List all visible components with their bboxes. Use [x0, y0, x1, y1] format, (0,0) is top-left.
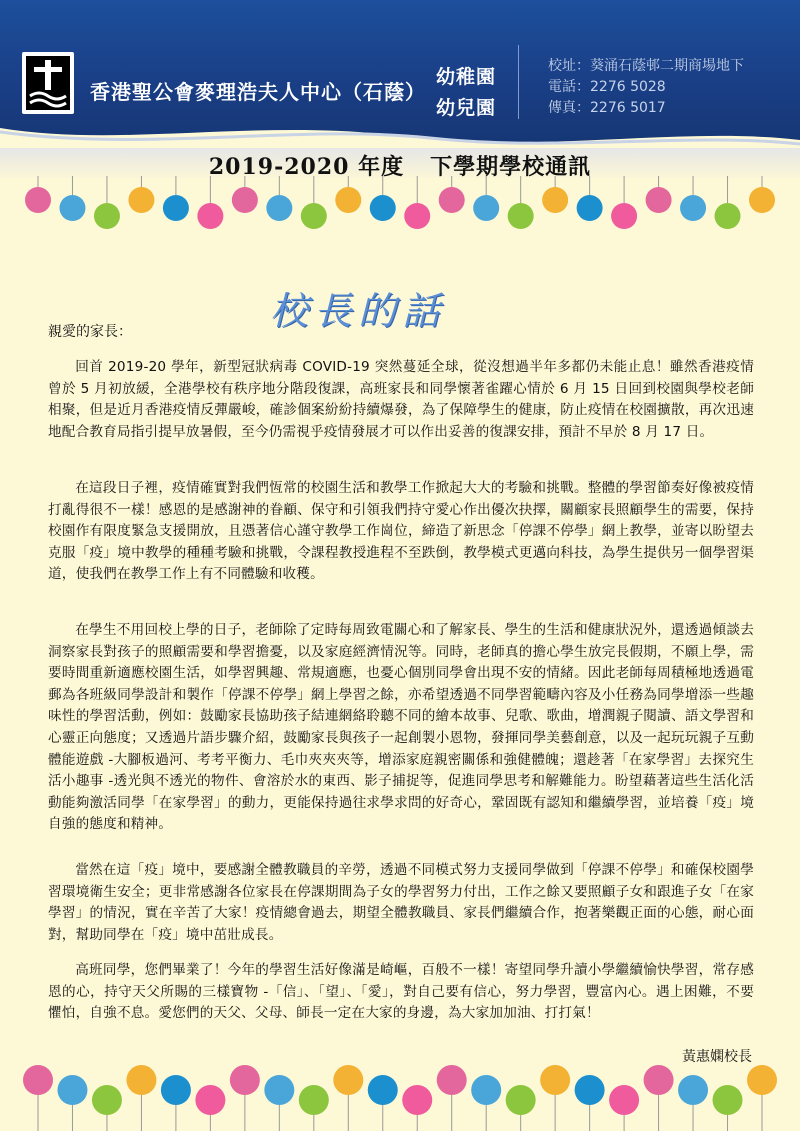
newsletter-title: 2019-2020 年度 下學期學校通訊: [208, 154, 592, 180]
balloon: [92, 1085, 122, 1115]
balloon: [508, 203, 534, 229]
balloon: [609, 1085, 639, 1115]
balloon: [299, 1085, 329, 1115]
balloon: [715, 203, 741, 229]
balloon: [266, 195, 292, 221]
letter-paragraph-5: 高班同學，您們畢業了！今年的學習生活好像滿是崎嶇，百般不一樣！寄望同學升讀小學繼續愉快學習，常存感恩的心，持守天父所賜的三樣寶物 -「信」、「望」、「愛」，對自己要有信心，努力學習，豐富內心。遇上困難，不要懼怕，自強不息。愛您們的天父、父母、師長一定在大家的身邊，為大家加加油、打打氣！: [48, 962, 754, 1022]
balloon: [264, 1075, 294, 1105]
balloon: [230, 1065, 260, 1095]
balloon: [611, 203, 637, 229]
balloon: [370, 195, 396, 221]
header-divider: [518, 45, 519, 119]
level-kindergarten: 幼稚園: [436, 66, 497, 88]
balloon: [232, 187, 258, 213]
organization-name: 香港聖公會麥理浩夫人中心（石蔭）: [90, 80, 426, 104]
fax-text: 傳真：2276 5017: [548, 100, 666, 116]
hanging-balloons-icon: [0, 1046, 800, 1131]
letter-paragraph-3: 在學生不用回校上學的日子，老師除了定時每周致電關心和了解家長、學生的生活和健康狀況外，還透過傾談去洞察家長對孩子的照顧需要和學習擔憂，以及家庭經濟情況等。同時，老師真的擔心學生放完長假期，不願上學，需要時間重新適應校園生活，如學習興趣、常規適應，也憂心個別同學會出現不安的情緒。因此老師每周積極地透過電郵為各班級同學設計和製作「停課不停學」網上學習之餘，亦希望透過不同學習範疇內容及小任務為同學增添一些趣味性的學習活動，例如：鼓勵家長協助孩子結連網絡聆聽不同的繪本故事、兒歌、歌曲，增潤親子閱讀、語文學習和心靈正向態度；又透過片語步驟介紹，鼓勵家長與孩子一起創製小恩物，發揮同學美藝創意，以及一起玩玩親子互動體能遊戲 -大腳板過河、考考平衡力、毛巾夾夾夾等，增添家庭親密關係和強健體魄；還趁著「在家學習」去探究生活小趣事 -透光與不透光的物件、會溶於水的東西、影子捕捉等，促進同學思考和解難能力。盼望藉著這些生活化活動能夠激活同學「在家學習」的動力，更能保持過往求學求問的好奇心，鞏固既有認知和繼續學習，並培養「疫」境自強的態度和精神。: [48, 622, 754, 833]
balloon: [57, 1075, 87, 1105]
balloon: [163, 195, 189, 221]
letter-paragraph-1: 回首 2019-20 學年，新型冠狀病毒 COVID-19 突然蔓延全球，從沒想過半年多都仍未能止息！雖然香港疫情曾於 5 月初放緩，全港學校有秩序地分階段復課，高班家長和同學懷著雀躍心情於 6 月 15 日回到校園與學校老師相聚，但是近月香港疫情反彈嚴峻，確診個案紛紛持續爆發，為了保障學生的健康，防止疫情在校園擴散，再次迅速地配合教育局指引提早放暑假，至今仍需視乎疫情發展才可以作出妥善的復課安排，預計不早於 8 月 17 日。: [48, 359, 754, 440]
balloon: [713, 1085, 743, 1115]
balloon: [471, 1075, 501, 1105]
balloon: [644, 1065, 674, 1095]
balloon: [402, 1085, 432, 1115]
balloon: [25, 187, 51, 213]
balloon: [646, 187, 672, 213]
balloon: [540, 1065, 570, 1095]
balloon: [506, 1085, 536, 1115]
balloon: [59, 195, 85, 221]
principal-signature: 黃惠嫻校長: [682, 1049, 752, 1065]
balloon: [335, 187, 361, 213]
balloon: [678, 1075, 708, 1105]
school-logo-icon: [22, 52, 74, 114]
letter-paragraph-4: 當然在這「疫」境中，要感謝全體教職員的辛勞，透過不同模式努力支援同學做到「停課不停學」和確保校園學習環境衛生安全；更非常感謝各位家長在停課期間為子女的學習努力付出，工作之餘又要照顧子女和跟進子女「在家學習」的情況，實在辛苦了大家！疫情總會過去，期望全體教職員、家長們繼續合作，抱著樂觀正面的心態，耐心面對，幫助同學在「疫」境中茁壯成長。: [48, 862, 754, 943]
phone-text: 電話：2276 5028: [548, 79, 666, 95]
header-banner: [0, 0, 800, 148]
balloon: [301, 203, 327, 229]
section-heading: 校長的話: [270, 289, 447, 333]
balloon: [680, 195, 706, 221]
balloon: [747, 1065, 777, 1095]
balloon: [23, 1065, 53, 1095]
balloon: [195, 1085, 225, 1115]
balloon: [577, 195, 603, 221]
balloon: [333, 1065, 363, 1095]
balloon: [94, 203, 120, 229]
balloon: [542, 187, 568, 213]
hanging-balloons-icon: [0, 176, 800, 236]
letter-paragraph-2: 在這段日子裡，疫情確實對我們恆常的校園生活和教學工作掀起大大的考驗和挑戰。整體的學習節奏好像被疫情打亂得很不一樣！感恩的是感謝神的眷顧、保守和引領我們持守愛心作出優次抉擇，關顧家長照顧學生的需要，保持校園作有限度緊急支援開放，且憑著信心謹守教學工作崗位，締造了新思念「停課不停學」網上教學，並寄以盼望去克服「疫」境中教學的種種考驗和挑戰，令課程教授進程不至跌倒，教學模式更邁向科技，為學生提供另一個學習渠道，使我們在教學工作上有不同體驗和收穫。: [48, 480, 754, 583]
address-text: 校址：葵涌石蔭邨二期商場地下: [548, 58, 744, 74]
balloon: [368, 1075, 398, 1105]
balloon: [126, 1065, 156, 1095]
balloon: [439, 187, 465, 213]
balloon: [437, 1065, 467, 1095]
balloon: [473, 195, 499, 221]
balloon: [197, 203, 223, 229]
level-nursery: 幼兒園: [436, 97, 497, 119]
balloon: [161, 1075, 191, 1105]
balloon: [575, 1075, 605, 1105]
balloon: [749, 187, 775, 213]
balloon: [128, 187, 154, 213]
letter-salutation: 親愛的家長：: [48, 324, 132, 340]
balloon: [404, 203, 430, 229]
